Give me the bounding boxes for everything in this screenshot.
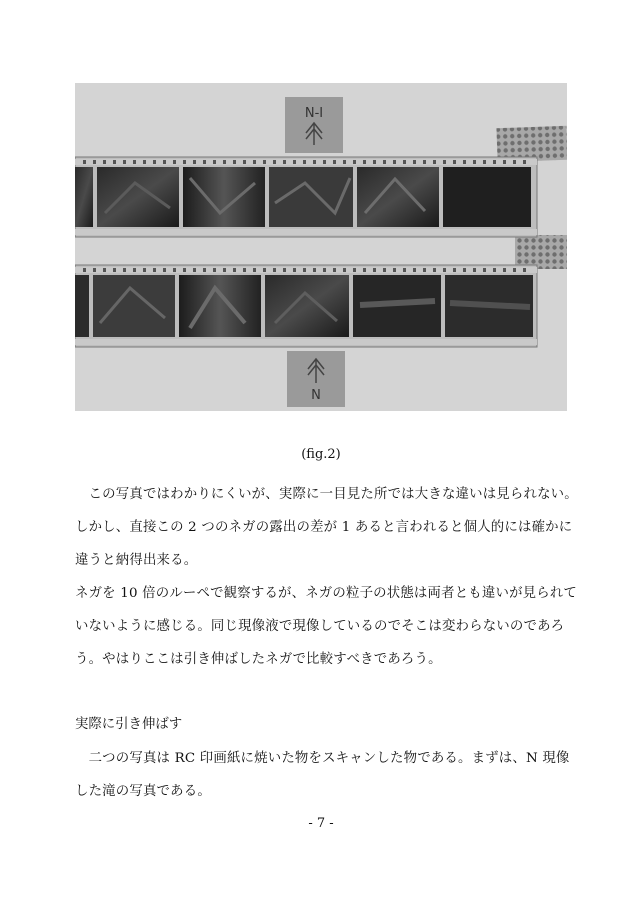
top-label-card <box>285 97 343 153</box>
tape-bottom-right <box>515 235 567 269</box>
paragraph2-line2: いないように感じる。同じ現像液で現像しているのでそこは変わらないのであろ <box>75 619 565 634</box>
paragraph1-line3: 違うと納得出来る。 <box>75 553 198 568</box>
bottom-card-label: N <box>311 388 321 403</box>
figure-caption: (fig.2) <box>301 447 341 462</box>
paragraph2-line3: う。やはりここは引き伸ばしたネガで比較すべきであろう。 <box>75 652 442 667</box>
paragraph3-line1: 二つの写真は RC 印画紙に焼いた物をスキャンした物である。まずは、N 現像 <box>75 751 570 766</box>
bottom-label-card <box>287 351 345 407</box>
film-negatives-illustration <box>75 83 567 411</box>
paragraph2-line1: ネガを 10 倍のルーペで観察するが、ネガの粒子の状態は両者とも違いが見られて <box>75 586 578 601</box>
page-number: - 7 - <box>308 816 334 831</box>
top-card-label: N-I <box>304 106 324 121</box>
film-negatives-photo <box>75 83 567 411</box>
paragraph3-line2: した滝の写真である。 <box>75 784 211 799</box>
paragraph1-line1: この写真ではわかりにくいが、実際に一目見た所では大きな違いは見られない。 <box>75 487 578 502</box>
film-strip-bottom <box>75 265 537 347</box>
paragraph1-line2: しかし、直接この 2 つのネガの露出の差が 1 あると言われると個人的には確かに <box>75 520 573 535</box>
film-strip-top <box>75 157 537 237</box>
section-heading: 実際に引き伸ばす <box>75 717 183 732</box>
